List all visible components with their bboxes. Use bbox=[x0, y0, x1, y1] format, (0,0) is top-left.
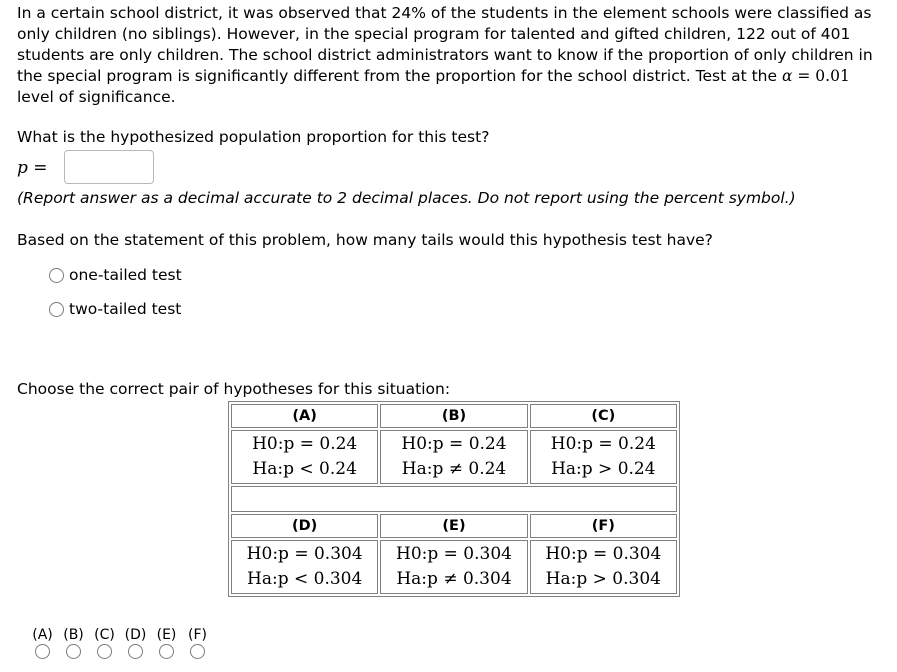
ha-f: Ha:p > 0.304 bbox=[545, 569, 661, 589]
radio-choice-f[interactable] bbox=[190, 644, 205, 659]
ha-e: Ha:p ≠ 0.304 bbox=[396, 569, 512, 589]
hypothesis-c bbox=[530, 430, 677, 484]
header-e: (E) bbox=[380, 514, 527, 538]
h0-d: H0:p = 0.304 bbox=[246, 544, 363, 564]
p-equals: = bbox=[27, 158, 48, 178]
h0-c: H0:p = 0.24 bbox=[550, 434, 656, 454]
header-d: (D) bbox=[231, 514, 378, 538]
choice-d[interactable] bbox=[120, 626, 151, 659]
hypothesis-choices bbox=[27, 626, 213, 659]
p-symbol: p bbox=[17, 158, 28, 178]
ha-b: Ha:p ≠ 0.24 bbox=[401, 459, 507, 479]
h0-e: H0:p = 0.304 bbox=[396, 544, 512, 564]
h0-a: H0:p = 0.24 bbox=[252, 434, 358, 454]
p-label bbox=[17, 158, 48, 178]
radio-choice-d[interactable] bbox=[128, 644, 143, 659]
hypothesis-b bbox=[380, 430, 527, 484]
choice-b[interactable] bbox=[58, 626, 89, 659]
problem-statement bbox=[17, 3, 887, 108]
question-proportion: What is the hypothesized population proportion for this test? bbox=[17, 128, 490, 146]
radio-one-tailed[interactable] bbox=[49, 268, 64, 283]
choice-e[interactable] bbox=[151, 626, 182, 659]
ha-d: Ha:p < 0.304 bbox=[247, 569, 363, 589]
choice-b-label: (B) bbox=[63, 627, 84, 643]
alpha-symbol: α bbox=[781, 67, 793, 85]
h0-b: H0:p = 0.24 bbox=[401, 434, 507, 454]
hypothesis-a bbox=[231, 430, 378, 484]
header-c: (C) bbox=[530, 404, 677, 428]
choice-f[interactable] bbox=[182, 626, 213, 659]
radio-choice-e[interactable] bbox=[159, 644, 174, 659]
header-b: (B) bbox=[380, 404, 527, 428]
problem-text: In a certain school district, it was observed that 24% of the students in the element schools were classified as only children (no siblings). However, in the special program for talented and gifted children, 122 out of 401 students are only children. The school district administrators want to know if the proportion of only children in the special program is significantly different from the proportion for the school district. Test at the bbox=[17, 4, 873, 85]
hypothesis-d bbox=[231, 540, 378, 594]
radio-choice-c[interactable] bbox=[97, 644, 112, 659]
hypothesis-e bbox=[380, 540, 527, 594]
hypotheses-table bbox=[228, 401, 680, 597]
choice-d-label: (D) bbox=[124, 627, 147, 643]
problem-text-end: level of significance. bbox=[17, 88, 176, 106]
radio-choice-b[interactable] bbox=[66, 644, 81, 659]
choice-e-label: (E) bbox=[156, 627, 177, 643]
option-two-tailed[interactable] bbox=[49, 300, 181, 318]
answer-format-note: (Report answer as a decimal accurate to 2 decimal places. Do not report using the percent symbol.) bbox=[17, 189, 796, 207]
choice-f-label: (F) bbox=[188, 627, 207, 643]
table-separator-row bbox=[231, 486, 677, 512]
alpha-equals: = bbox=[792, 67, 816, 85]
h0-f: H0:p = 0.304 bbox=[545, 544, 662, 564]
choice-a[interactable] bbox=[27, 626, 58, 659]
choice-a-label: (A) bbox=[32, 627, 53, 643]
choice-c[interactable] bbox=[89, 626, 120, 659]
option-one-tailed[interactable] bbox=[49, 266, 182, 284]
radio-two-tailed[interactable] bbox=[49, 302, 64, 317]
ha-a: Ha:p < 0.24 bbox=[252, 459, 357, 479]
proportion-answer-input[interactable] bbox=[64, 150, 154, 184]
header-f: (F) bbox=[530, 514, 677, 538]
question-hypotheses: Choose the correct pair of hypotheses for this situation: bbox=[17, 380, 451, 398]
alpha-value: 0.01 bbox=[815, 67, 850, 85]
ha-c: Ha:p > 0.24 bbox=[551, 459, 656, 479]
radio-choice-a[interactable] bbox=[35, 644, 50, 659]
question-tails: Based on the statement of this problem, how many tails would this hypothesis test have? bbox=[17, 231, 713, 249]
option-one-tailed-label: one-tailed test bbox=[69, 266, 182, 284]
choice-c-label: (C) bbox=[94, 627, 115, 643]
hypothesis-f bbox=[530, 540, 677, 594]
header-a: (A) bbox=[231, 404, 378, 428]
option-two-tailed-label: two-tailed test bbox=[69, 300, 182, 318]
